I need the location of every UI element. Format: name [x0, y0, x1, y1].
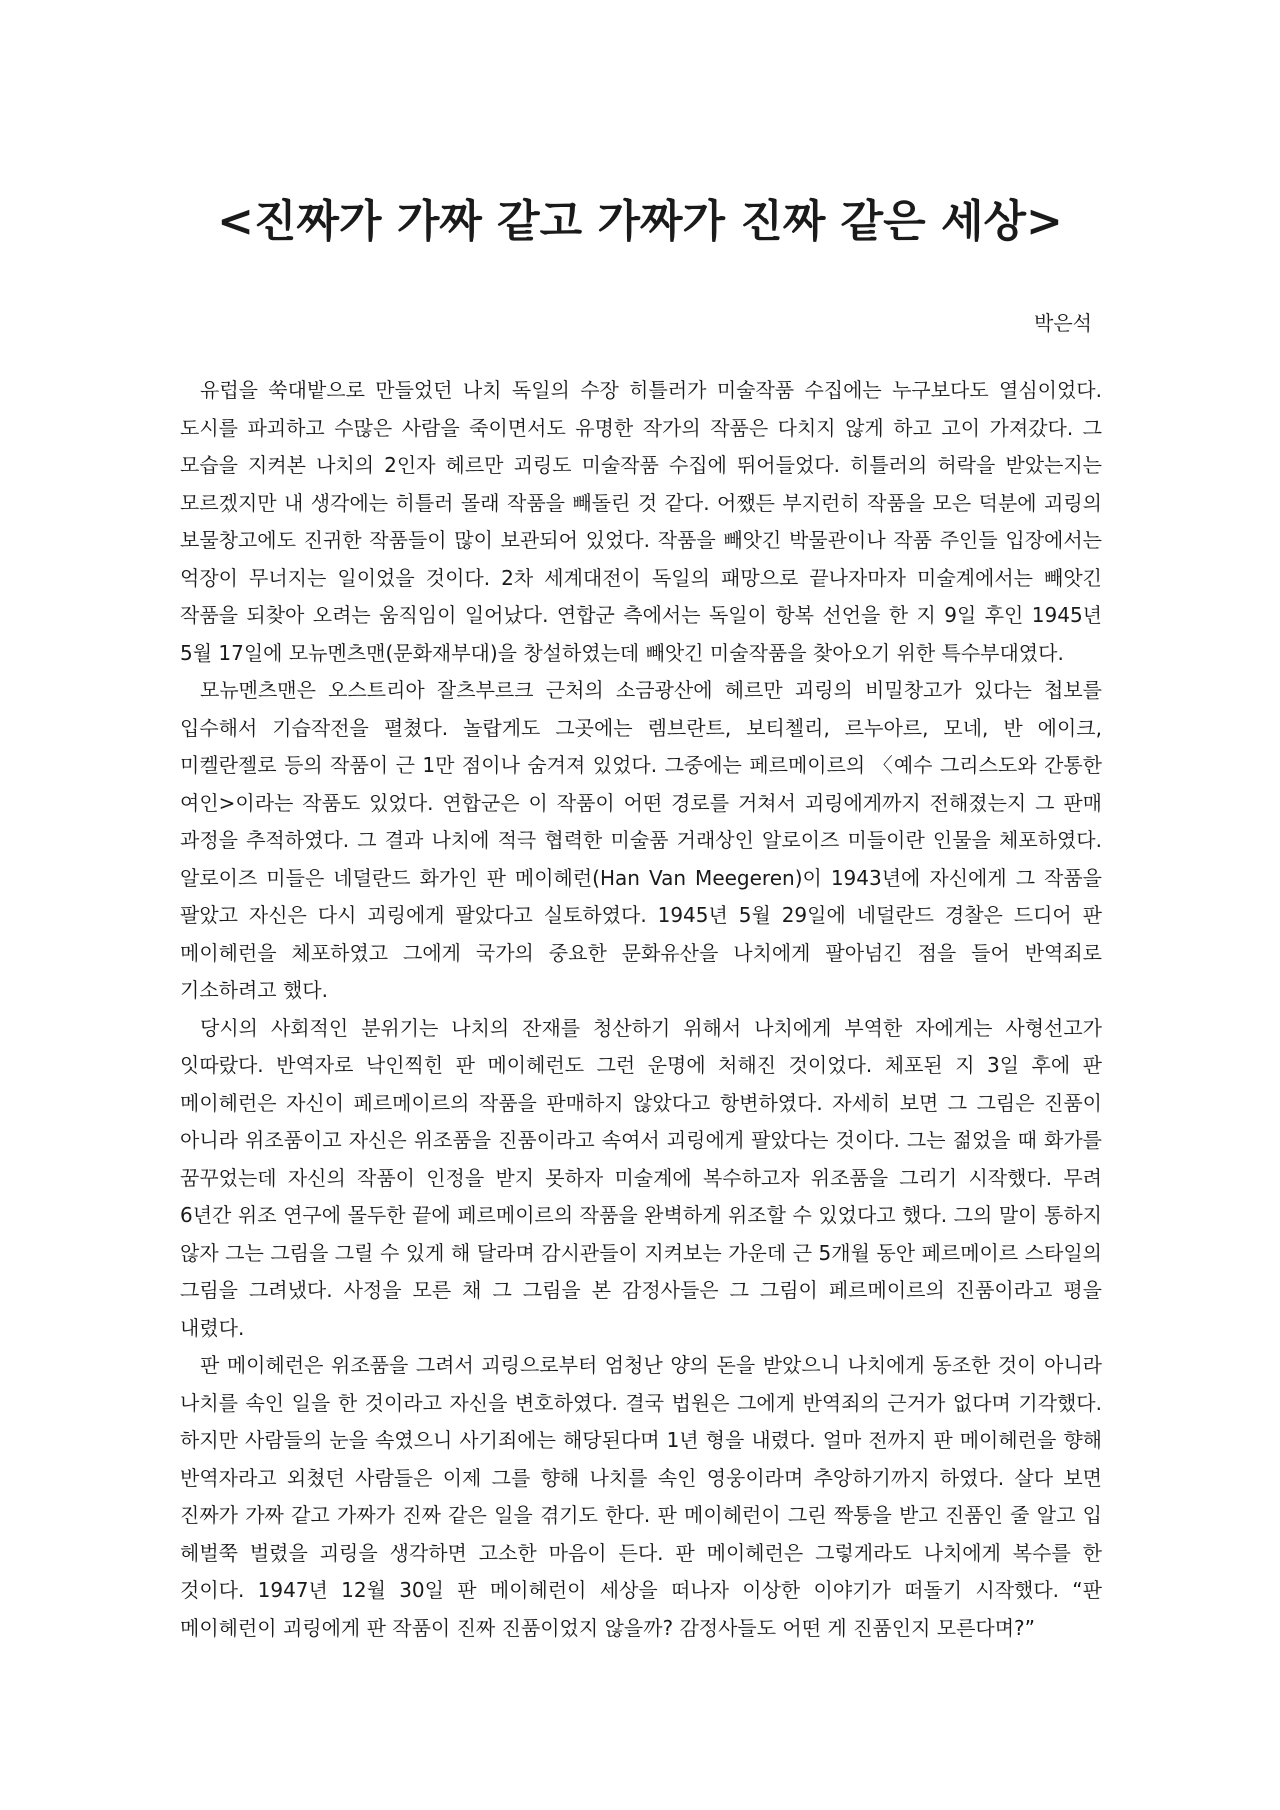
document-body — [180, 372, 1102, 1647]
document-title: <진짜가 가짜 같고 가짜가 진짜 같은 세상> — [217, 196, 1063, 247]
paragraph-2: 모뉴멘츠맨은 오스트리아 잘츠부르크 근처의 소금광산에 헤르만 괴링의 비밀창고가 있다는 첩보를 입수해서 기습작전을 펼쳤다. 놀랍게도 그곳에는 렘브란트, 보티첼리, 르누아르, 모네, 반 에이크, 미켈란젤로 등의 작품이 근 1만 점이나 숨겨져 있었다. 그중에는 페르메이르의 〈예수 그리스도와 간통한 여인>이라는 작품도 있었다. 연합군은 이 작품이 어떤 경로를 거쳐서 괴링에게까지 전해졌는지 그 판매 과정을 추적하였다. 그 결과 나치에 적극 협력한 미술품 거래상인 알로이즈 미들이란 인물을 체포하였다. 알로이즈 미들은 네덜란드 화가인 판 메이헤런(Han Van Meegeren)이 1943년에 자신에게 그 작품을 팔았고 자신은 다시 괴링에게 팔았다고 실토하였다. 1945년 5월 29일에 네덜란드 경찰은 드디어 판 메이헤런을 체포하였고 그에게 국가의 중요한 문화유산을 나치에게 팔아넘긴 점을 들어 반역죄로 기소하려고 했다. — [180, 678, 1102, 1002]
author-name: 박은석 — [1034, 311, 1092, 335]
paragraph-1: 유럽을 쑥대밭으로 만들었던 나치 독일의 수장 히틀러가 미술작품 수집에는 누구보다도 열심이었다. 도시를 파괴하고 수많은 사람을 죽이면서도 유명한 작가의 작품은 다치지 않게 하고 고이 가져갔다. 그 모습을 지켜본 나치의 2인자 헤르만 괴링도 미술작품 수집에 뛰어들었다. 히틀러의 허락을 받았는지는 모르겠지만 내 생각에는 히틀러 몰래 작품을 빼돌린 것 같다. 어쨌든 부지런히 작품을 모은 덕분에 괴링의 보물창고에도 진귀한 작품들이 많이 보관되어 있었다. 작품을 빼앗긴 박물관이나 작품 주인들 입장에서는 억장이 무너지는 일이었을 것이다. 2차 세계대전이 독일의 패망으로 끝나자마자 미술계에서는 빼앗긴 작품을 되찾아 오려는 움직임이 일어났다. 연합군 측에서는 독일이 항복 선언을 한 지 9일 후인 1945년 5월 17일에 모뉴멘츠맨(문화재부대)을 창설하였는데 빼앗긴 미술작품을 찾아오기 위한 특수부대였다. — [180, 378, 1102, 665]
paragraph-3: 당시의 사회적인 분위기는 나치의 잔재를 청산하기 위해서 나치에게 부역한 자에게는 사형선고가 잇따랐다. 반역자로 낙인찍힌 판 메이헤런도 그런 운명에 처해진 것이었다. 체포된 지 3일 후에 판 메이헤런은 자신이 페르메이르의 작품을 판매하지 않았다고 항변하였다. 자세히 보면 그 그림은 진품이 아니라 위조품이고 자신은 위조품을 진품이라고 속여서 괴링에게 팔았다는 것이다. 그는 젊었을 때 화가를 꿈꾸었는데 자신의 작품이 인정을 받지 못하자 미술계에 복수하고자 위조품을 그리기 시작했다. 무려 6년간 위조 연구에 몰두한 끝에 페르메이르의 작품을 완벽하게 위조할 수 있었다고 했다. 그의 말이 통하지 않자 그는 그림을 그릴 수 있게 해 달라며 감시관들이 지켜보는 가운데 근 5개월 동안 페르메이르 스타일의 그림을 그려냈다. 사정을 모른 채 그 그림을 본 감정사들은 그 그림이 페르메이르의 진품이라고 평을 내렸다. — [180, 1015, 1102, 1340]
paragraph-4: 판 메이헤런은 위조품을 그려서 괴링으로부터 엄청난 양의 돈을 받았으니 나치에게 동조한 것이 아니라 나치를 속인 일을 한 것이라고 자신을 변호하였다. 결국 법원은 그에게 반역죄의 근거가 없다며 기각했다. 하지만 사람들의 눈을 속였으니 사기죄에는 해당된다며 1년 형을 내렸다. 얼마 전까지 판 메이헤런을 향해 반역자라고 외쳤던 사람들은 이제 그를 향해 나치를 속인 영웅이라며 추앙하기까지 하였다. 살다 보면 진짜가 가짜 같고 가짜가 진짜 같은 일을 겪기도 한다. 판 메이헤런이 그린 짝퉁을 받고 진품인 줄 알고 입 헤벌쭉 벌렸을 괴링을 생각하면 고소한 마음이 든다. 판 메이헤런은 그렇게라도 나치에게 복수를 한 것이다. 1947년 12월 30일 판 메이헤런이 세상을 떠나자 이상한 이야기가 떠돌기 시작했다. “판 메이헤런이 괴링에게 판 작품이 진짜 진품이었지 않을까? 감정사들도 어떤 게 진품인지 모른다며?” — [180, 1353, 1102, 1640]
